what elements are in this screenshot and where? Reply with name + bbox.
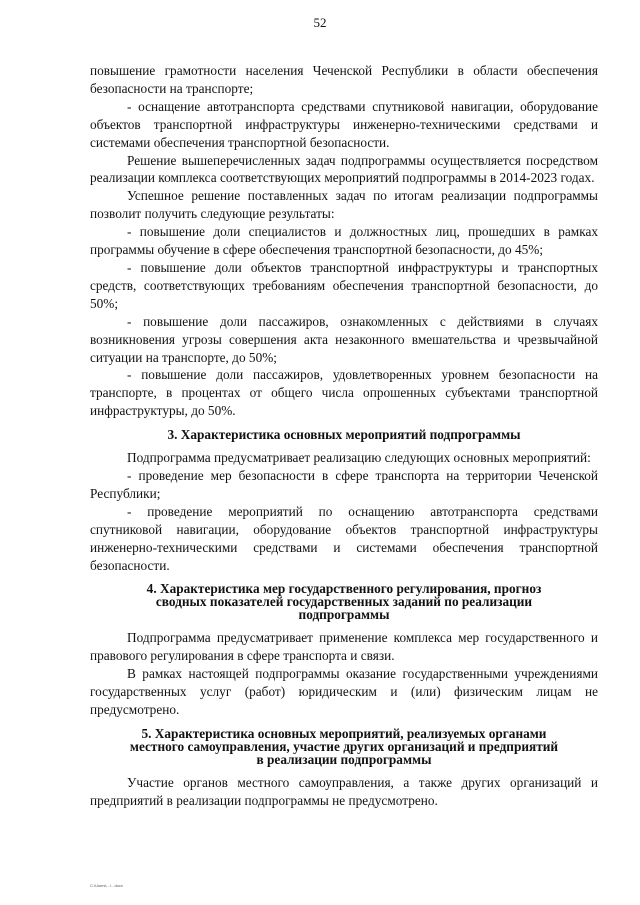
heading-line: 5. Характеристика основных мероприятий, реализуемых органами [141, 726, 547, 741]
paragraph: - проведение мер безопасности в сфере транспорта на территории Чеченской Республики; [90, 468, 598, 501]
paragraph: - повышение доли пассажиров, ознакомленных с действиями в случаях возникновения угрозы совершения акта незаконного вмешательства и чрезвычайной ситуации на транспорте, до 50%; [90, 313, 598, 365]
footer-file-path: C:\Users\...\...docx [90, 883, 123, 888]
paragraph: повышение грамотности населения Чеченской Республики в области обеспечения безопасности на транспорте; [90, 63, 598, 96]
heading-line: в реализации подпрограммы [256, 752, 432, 767]
page-number: 52 [313, 15, 327, 30]
heading-line: сводных показателей государственных заданий по реализации [155, 594, 533, 610]
paragraph: - повышение доли специалистов и должностных лиц, прошедших в рамках программы обучение в сфере обеспечения транспортной безопасности, до 45%; [90, 224, 598, 258]
page-body [90, 62, 598, 810]
section-4-heading [90, 582, 598, 621]
heading-line: подпрограммы [298, 607, 390, 623]
paragraph: Участие органов местного самоуправления, а также других организаций и предприятий в реализации подпрограммы не предусмотрено. [90, 775, 598, 808]
paragraph: Подпрограмма предусматривает реализацию следующих основных мероприятий: [127, 450, 591, 466]
section-5-heading [90, 727, 598, 766]
paragraph: - повышение доли объектов транспортной инфраструктуры и транспортных средств, соответствующих требованиям обеспечения транспортной безопасности, до 50%; [90, 259, 598, 311]
paragraph: Решение вышеперечисленных задач подпрограммы осуществляется посредством реализации комплекса соответствующих мероприятий подпрограммы в 2014-2023 годах. [90, 152, 598, 186]
paragraph: В рамках настоящей подпрограммы оказание государственными учреждениями государственных услуг (работ) юридическим и (или) физическим лицам не предусмотрено. [90, 666, 598, 718]
paragraph: Подпрограмма предусматривает применение комплекса мер государственного и правового регулирования в сфере транспорта и связи. [90, 630, 598, 664]
section-3-heading: 3. Характеристика основных мероприятий подпрограммы [167, 427, 521, 443]
paragraph: - оснащение автотранспорта средствами спутниковой навигации, оборудование объектов транспортной инфраструктуры инженерно-техническими средствами и системами обеспечения транспортной безопасности. [90, 98, 598, 150]
paragraph: Успешное решение поставленных задач по итогам реализации подпрограммы позволит получить следующие результаты: [90, 188, 598, 222]
paragraph: - проведение мероприятий по оснащению автотранспорта средствами спутниковой навигации, оборудование объектов транспортной инфраструктуры инженерно-техническими средствами и системами обеспечения транспортной безопасности. [90, 503, 598, 573]
heading-line: местного самоуправления, участие других организаций и предприятий [129, 739, 559, 754]
heading-line: 4. Характеристика мер государственного регулирования, прогноз [146, 581, 542, 597]
paragraph: - повышение доли пассажиров, удовлетворенных уровнем безопасности на транспорте, в процентах от общего числа опрошенных субъектами транспортной инфраструктуры, до 50%. [90, 367, 598, 419]
